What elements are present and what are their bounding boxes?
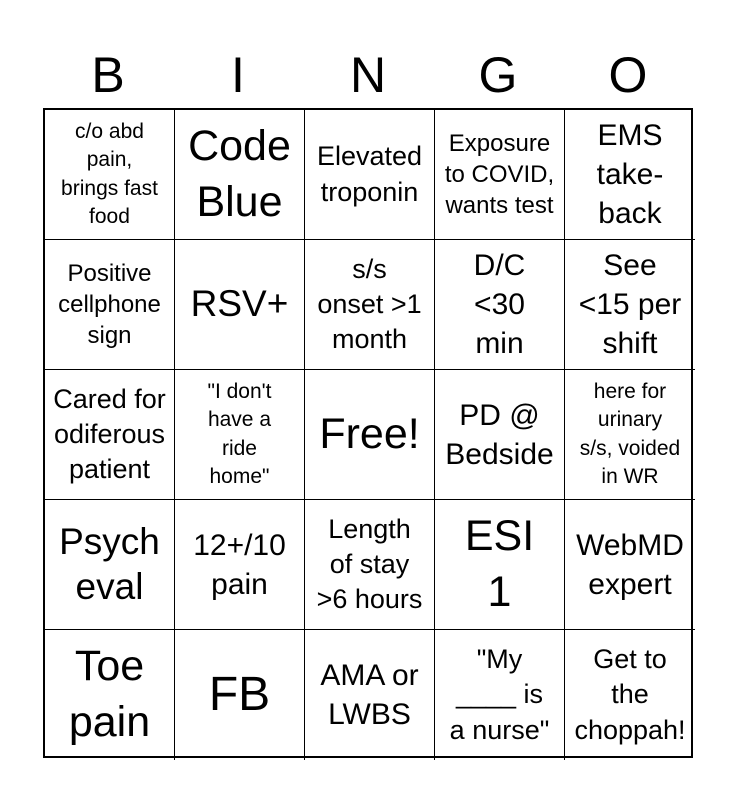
bingo-cell[interactable] xyxy=(305,370,435,500)
bingo-cell[interactable] xyxy=(175,240,305,370)
bingo-cell[interactable] xyxy=(45,500,175,630)
bingo-cell-text: FB xyxy=(208,668,271,722)
bingo-cell-text: Psych eval xyxy=(59,521,160,607)
bingo-cell[interactable] xyxy=(565,500,695,630)
header-letter-i: I xyxy=(231,47,245,103)
bingo-cell[interactable] xyxy=(305,630,435,760)
bingo-cell-text: Elevated troponin xyxy=(316,141,423,207)
bingo-cell-text: Cared for odiferous patient xyxy=(53,383,166,485)
bingo-cell[interactable] xyxy=(565,110,695,240)
bingo-cell-text: Toe pain xyxy=(68,642,151,746)
bingo-cell[interactable] xyxy=(45,110,175,240)
bingo-cell[interactable] xyxy=(565,370,695,500)
bingo-cell[interactable] xyxy=(45,630,175,760)
bingo-cell-text: Code Blue xyxy=(188,121,291,226)
bingo-cell[interactable] xyxy=(565,630,695,760)
bingo-cell[interactable] xyxy=(435,240,565,370)
bingo-cell[interactable] xyxy=(175,500,305,630)
header-letter-g: G xyxy=(478,47,518,103)
bingo-cell[interactable] xyxy=(435,500,565,630)
bingo-cell-text: 12+/10 pain xyxy=(193,528,286,601)
bingo-cell[interactable] xyxy=(175,370,305,500)
bingo-board xyxy=(43,108,693,758)
bingo-cell[interactable] xyxy=(45,370,175,500)
bingo-cell[interactable] xyxy=(175,110,305,240)
bingo-cell[interactable] xyxy=(565,240,695,370)
header-letter-b: B xyxy=(91,47,125,103)
bingo-cell-text: c/o abd pain, brings fast food xyxy=(61,119,158,228)
bingo-cell-text: RSV+ xyxy=(190,283,289,325)
bingo-cell-text: D/C <30 min xyxy=(473,249,526,360)
bingo-cell-text: Free! xyxy=(319,409,420,458)
bingo-cell[interactable] xyxy=(305,240,435,370)
bingo-cell[interactable] xyxy=(435,630,565,760)
bingo-cell-text: Positive cellphone sign xyxy=(58,259,161,350)
header-letter-o: O xyxy=(608,47,648,103)
bingo-cell-text: "My ____ is a nurse" xyxy=(449,644,550,745)
bingo-cell[interactable] xyxy=(435,110,565,240)
bingo-cell-text: here for urinary s/s, voided in WR xyxy=(579,379,681,488)
bingo-cell-text: ESI 1 xyxy=(464,511,535,616)
bingo-cell-text: Length of stay >6 hours xyxy=(316,513,423,615)
header-letter-n: N xyxy=(349,47,387,103)
bingo-cell-text: Get to the choppah! xyxy=(574,644,686,745)
bingo-cell[interactable] xyxy=(305,110,435,240)
bingo-cell-text: s/s onset >1 month xyxy=(317,253,422,355)
bingo-cell-text: "I don't have a ride home" xyxy=(207,379,272,488)
bingo-cell-text: AMA or LWBS xyxy=(320,659,419,731)
bingo-header xyxy=(43,42,693,108)
bingo-cell[interactable] xyxy=(45,240,175,370)
bingo-cell-text: See <15 per shift xyxy=(578,249,682,360)
bingo-cell[interactable] xyxy=(175,630,305,760)
bingo-cell[interactable] xyxy=(305,500,435,630)
bingo-cell-text: Exposure to COVID, wants test xyxy=(444,129,555,220)
bingo-cell-text: EMS take- back xyxy=(596,119,664,230)
bingo-cell-text: WebMD expert xyxy=(576,528,684,601)
bingo-cell-text: PD @ Bedside xyxy=(445,398,554,471)
bingo-cell[interactable] xyxy=(435,370,565,500)
